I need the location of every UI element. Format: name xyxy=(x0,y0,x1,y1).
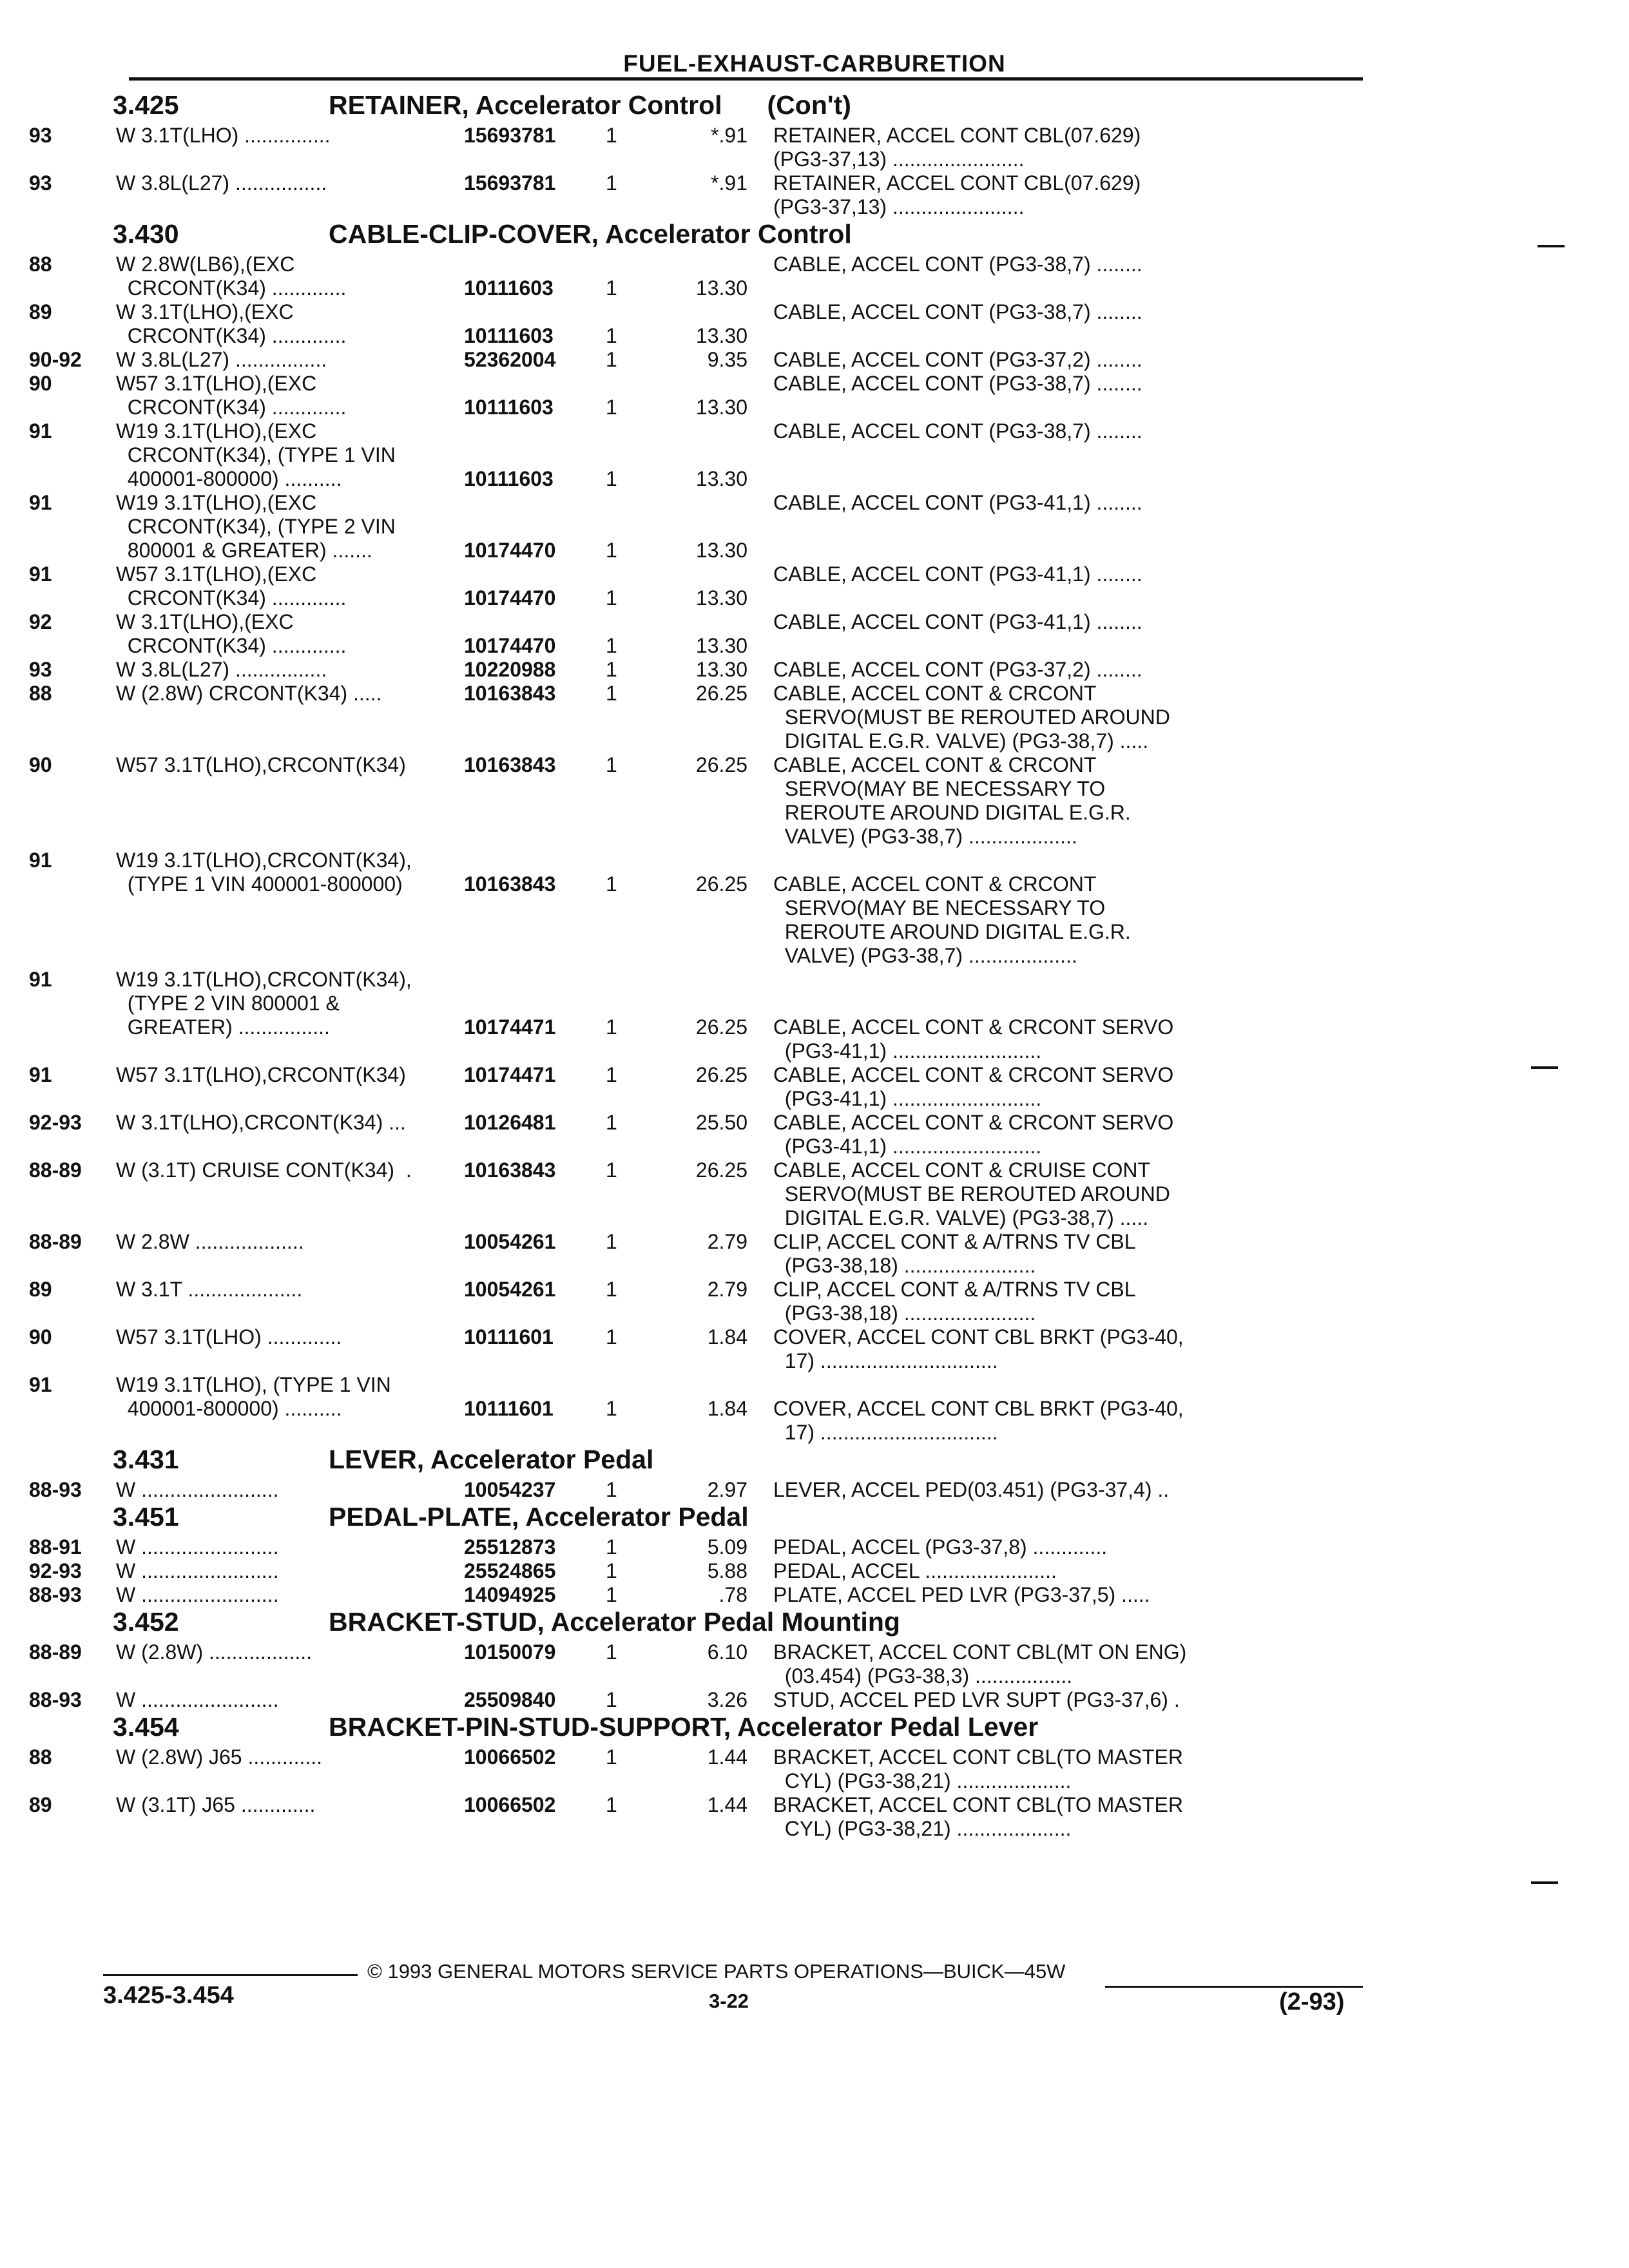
part-number: 25524865 xyxy=(464,1559,556,1582)
part-number: 25512873 xyxy=(464,1535,556,1559)
model-years: 91 xyxy=(29,849,52,872)
part-number: 10174471 xyxy=(464,1015,556,1039)
price: 13.30 xyxy=(695,539,747,562)
price: 26.25 xyxy=(695,1015,747,1039)
model-years: 88-89 xyxy=(29,1158,82,1182)
quantity: 1 xyxy=(606,467,617,490)
part-row xyxy=(0,1559,1514,1583)
application: W ........................ xyxy=(116,1478,279,1501)
section-number: 3.452 xyxy=(113,1607,179,1637)
model-years: 88-93 xyxy=(29,1583,82,1606)
quantity: 1 xyxy=(606,1111,617,1134)
model-years: 90 xyxy=(29,1325,52,1349)
part-number: 10163843 xyxy=(464,872,556,896)
price: 13.30 xyxy=(695,634,747,657)
part-name: CABLE, ACCEL CONT (PG3-41,1) ........ xyxy=(773,491,1142,514)
part-row xyxy=(0,610,1514,658)
price: 25.50 xyxy=(695,1111,747,1134)
part-number: 10111603 xyxy=(464,467,554,490)
application: W 2.8W(LB6),(EXC CRCONT(K34) ............. xyxy=(116,253,347,300)
application: W ........................ xyxy=(116,1559,279,1582)
part-row xyxy=(0,348,1514,372)
section-heading xyxy=(0,1607,1514,1640)
part-number: 10163843 xyxy=(464,682,556,705)
section-number: 3.425 xyxy=(113,90,179,120)
part-row xyxy=(0,753,1514,849)
model-years: 91 xyxy=(29,419,52,443)
application: W57 3.1T(LHO),CRCONT(K34) xyxy=(116,1063,406,1086)
part-row xyxy=(0,1325,1514,1373)
application: W (3.1T) J65 ............. xyxy=(116,1793,316,1816)
model-years: 88 xyxy=(29,253,52,276)
part-name: CLIP, ACCEL CONT & A/TRNS TV CBL (PG3-38,18) ....................... xyxy=(773,1278,1136,1325)
part-row xyxy=(0,849,1514,968)
part-name: CLIP, ACCEL CONT & A/TRNS TV CBL (PG3-38,18) ....................... xyxy=(773,1230,1136,1277)
price: 1.44 xyxy=(707,1745,747,1769)
price: 26.25 xyxy=(695,753,747,776)
quantity: 1 xyxy=(606,1793,617,1816)
part-name: CABLE, ACCEL CONT (PG3-38,7) ........ xyxy=(773,419,1142,443)
price: 1.44 xyxy=(707,1793,747,1816)
model-years: 91 xyxy=(29,491,52,514)
part-name: LEVER, ACCEL PED(03.451) (PG3-37,4) .. xyxy=(773,1478,1170,1501)
part-name: RETAINER, ACCEL CONT CBL(07.629) (PG3-37,13) ....................... xyxy=(773,171,1141,218)
model-years: 92-93 xyxy=(29,1559,82,1582)
parts-list xyxy=(29,90,1514,1841)
price: 2.79 xyxy=(707,1278,747,1301)
section-heading xyxy=(0,1502,1514,1535)
part-name: CABLE, ACCEL CONT (PG3-38,7) ........ xyxy=(773,372,1142,395)
model-years: 90-92 xyxy=(29,348,82,371)
price: 2.79 xyxy=(707,1230,747,1253)
part-name: CABLE, ACCEL CONT (PG3-38,7) ........ xyxy=(773,253,1142,276)
quantity: 1 xyxy=(606,1583,617,1606)
quantity: 1 xyxy=(606,1478,617,1501)
model-years: 88-93 xyxy=(29,1688,82,1711)
part-row xyxy=(0,1063,1514,1111)
price: 6.10 xyxy=(707,1640,747,1664)
quantity: 1 xyxy=(606,1063,617,1086)
price: *.91 xyxy=(711,171,747,195)
part-name: CABLE, ACCEL CONT & CRCONT SERVO (PG3-41,1) .......................... xyxy=(773,1015,1174,1062)
part-row xyxy=(0,658,1514,682)
part-name: CABLE, ACCEL CONT & CRCONT SERVO(MAY BE NECESSARY TO REROUTE AROUND DIGITAL E.G.R. VALVE) (PG3-38,7) ................... xyxy=(773,872,1131,967)
part-number: 15693781 xyxy=(464,124,556,147)
quantity: 1 xyxy=(606,396,617,419)
header-rule xyxy=(129,77,1363,81)
part-number: 52362004 xyxy=(464,348,556,371)
part-row xyxy=(0,968,1514,1063)
price: 13.30 xyxy=(695,467,747,490)
application: W 3.8L(L27) ................ xyxy=(116,171,327,195)
price: 26.25 xyxy=(695,1063,747,1086)
section-heading xyxy=(0,1445,1514,1478)
price: 26.25 xyxy=(695,1158,747,1182)
part-name: COVER, ACCEL CONT CBL BRKT (PG3-40, 17) ............................... xyxy=(773,1325,1184,1372)
price: *.91 xyxy=(711,124,747,147)
part-name: CABLE, ACCEL CONT & CRCONT SERVO (PG3-41,1) .......................... xyxy=(773,1063,1174,1110)
quantity: 1 xyxy=(606,1278,617,1301)
price: 26.25 xyxy=(695,682,747,705)
model-years: 93 xyxy=(29,171,52,195)
part-number: 10163843 xyxy=(464,1158,556,1182)
part-name: PLATE, ACCEL PED LVR (PG3-37,5) ..... xyxy=(773,1583,1150,1606)
footer-rule-left xyxy=(103,1974,358,1976)
part-row xyxy=(0,682,1514,753)
application: W ........................ xyxy=(116,1535,279,1559)
price: 3.26 xyxy=(707,1688,747,1711)
part-name: COVER, ACCEL CONT CBL BRKT (PG3-40, 17) ............................... xyxy=(773,1397,1184,1444)
part-name: CABLE, ACCEL CONT & CRCONT SERVO(MUST BE REROUTED AROUND DIGITAL E.G.R. VALVE) (PG3-38,7) ..... xyxy=(773,682,1170,753)
application: W 3.1T(LHO),CRCONT(K34) ... xyxy=(116,1111,406,1134)
application: W57 3.1T(LHO),(EXC CRCONT(K34) ............. xyxy=(116,562,347,610)
application: W 2.8W ................... xyxy=(116,1230,304,1253)
model-years: 88 xyxy=(29,682,52,705)
price: 1.84 xyxy=(707,1325,747,1349)
price: 9.35 xyxy=(707,348,747,371)
section-number: 3.430 xyxy=(113,219,179,249)
part-row xyxy=(0,1111,1514,1158)
price: 13.30 xyxy=(695,324,747,347)
model-years: 89 xyxy=(29,1278,52,1301)
quantity: 1 xyxy=(606,348,617,371)
part-name: CABLE, ACCEL CONT (PG3-37,2) ........ xyxy=(773,658,1142,681)
model-years: 88 xyxy=(29,1745,52,1769)
section-title: LEVER, Accelerator Pedal xyxy=(329,1445,654,1474)
quantity: 1 xyxy=(606,682,617,705)
quantity: 1 xyxy=(606,634,617,657)
part-name: CABLE, ACCEL CONT (PG3-41,1) ........ xyxy=(773,610,1142,633)
model-years: 90 xyxy=(29,372,52,395)
section-heading xyxy=(0,219,1514,253)
page-title: FUEL-EXHAUST-CARBURETION xyxy=(623,50,1006,77)
model-years: 92-93 xyxy=(29,1111,82,1134)
part-number: 10111603 xyxy=(464,324,554,347)
price: 5.09 xyxy=(707,1535,747,1559)
application: W ........................ xyxy=(116,1583,279,1606)
price: 13.30 xyxy=(695,586,747,610)
margin-mark xyxy=(1537,245,1565,247)
application: W19 3.1T(LHO),(EXC CRCONT(K34), (TYPE 1 VIN 400001-800000) .......... xyxy=(116,419,396,490)
part-row xyxy=(0,419,1514,491)
part-number: 10220988 xyxy=(464,658,556,681)
model-years: 88-91 xyxy=(29,1535,82,1559)
part-number: 14094925 xyxy=(464,1583,556,1606)
model-years: 89 xyxy=(29,300,52,323)
quantity: 1 xyxy=(606,539,617,562)
part-name: CABLE, ACCEL CONT (PG3-41,1) ........ xyxy=(773,562,1142,586)
quantity: 1 xyxy=(606,324,617,347)
part-number: 25509840 xyxy=(464,1688,556,1711)
section-title: PEDAL-PLATE, Accelerator Pedal xyxy=(329,1502,749,1532)
quantity: 1 xyxy=(606,586,617,610)
part-row xyxy=(0,562,1514,610)
part-name: CABLE, ACCEL CONT & CRCONT SERVO (PG3-41,1) .......................... xyxy=(773,1111,1174,1158)
part-name: CABLE, ACCEL CONT & CRUISE CONT SERVO(MUST BE REROUTED AROUND DIGITAL E.G.R. VALVE) (PG3-38,7) ..... xyxy=(773,1158,1170,1229)
application: W ........................ xyxy=(116,1688,279,1711)
part-number: 10111601 xyxy=(464,1325,554,1349)
price: 13.30 xyxy=(695,658,747,681)
quantity: 1 xyxy=(606,1397,617,1420)
part-row xyxy=(0,1158,1514,1230)
part-number: 10054237 xyxy=(464,1478,556,1501)
part-number: 10111601 xyxy=(464,1397,554,1420)
price: 13.30 xyxy=(695,396,747,419)
model-years: 90 xyxy=(29,753,52,776)
margin-mark xyxy=(1531,1066,1558,1069)
model-years: 91 xyxy=(29,1063,52,1086)
part-name: CABLE, ACCEL CONT (PG3-38,7) ........ xyxy=(773,300,1142,323)
model-years: 93 xyxy=(29,124,52,147)
part-number: 10054261 xyxy=(464,1278,556,1301)
quantity: 1 xyxy=(606,872,617,896)
model-years: 89 xyxy=(29,1793,52,1816)
part-name: CABLE, ACCEL CONT (PG3-37,2) ........ xyxy=(773,348,1142,371)
quantity: 1 xyxy=(606,658,617,681)
model-years: 88-89 xyxy=(29,1640,82,1664)
price: 5.88 xyxy=(707,1559,747,1582)
price: .78 xyxy=(718,1583,747,1606)
part-row xyxy=(0,300,1514,348)
section-heading xyxy=(0,1712,1514,1745)
price: 13.30 xyxy=(695,276,747,300)
part-number: 10126481 xyxy=(464,1111,556,1134)
quantity: 1 xyxy=(606,1535,617,1559)
part-number: 10066502 xyxy=(464,1793,556,1816)
model-years: 91 xyxy=(29,968,52,991)
part-name: PEDAL, ACCEL (PG3-37,8) ............. xyxy=(773,1535,1108,1559)
quantity: 1 xyxy=(606,1158,617,1182)
footer-rule-right xyxy=(1105,1986,1363,1988)
application: W19 3.1T(LHO),CRCONT(K34), (TYPE 2 VIN 800001 & GREATER) ................ xyxy=(116,968,412,1039)
part-number: 10054261 xyxy=(464,1230,556,1253)
part-row xyxy=(0,1688,1514,1712)
application: W19 3.1T(LHO),CRCONT(K34), (TYPE 1 VIN 400001-800000) xyxy=(116,849,412,896)
quantity: 1 xyxy=(606,1688,617,1711)
price: 26.25 xyxy=(695,872,747,896)
price: 1.84 xyxy=(707,1397,747,1420)
quantity: 1 xyxy=(606,1745,617,1769)
part-row xyxy=(0,1278,1514,1325)
footer-date: (2-93) xyxy=(1279,1988,1345,2015)
application: W 3.1T(LHO),(EXC CRCONT(K34) ............. xyxy=(116,610,347,657)
part-number: 15693781 xyxy=(464,171,556,195)
part-name: STUD, ACCEL PED LVR SUPT (PG3-37,6) . xyxy=(773,1688,1180,1711)
application: W (2.8W) CRCONT(K34) ..... xyxy=(116,682,382,705)
section-title: BRACKET-STUD, Accelerator Pedal Mounting xyxy=(329,1607,900,1637)
quantity: 1 xyxy=(606,171,617,195)
quantity: 1 xyxy=(606,753,617,776)
price: 2.97 xyxy=(707,1478,747,1501)
part-row xyxy=(0,1478,1514,1502)
part-name: PEDAL, ACCEL ....................... xyxy=(773,1559,1057,1582)
part-number: 10111603 xyxy=(464,276,554,300)
section-title: BRACKET-PIN-STUD-SUPPORT, Accelerator Pedal Lever xyxy=(329,1712,1039,1742)
part-row xyxy=(0,1535,1514,1559)
part-number: 10066502 xyxy=(464,1745,556,1769)
application: W19 3.1T(LHO),(EXC CRCONT(K34), (TYPE 2 VIN 800001 & GREATER) ....... xyxy=(116,491,396,562)
part-row xyxy=(0,491,1514,562)
section-number: 3.454 xyxy=(113,1712,179,1742)
application: W 3.1T .................... xyxy=(116,1278,303,1301)
part-name: BRACKET, ACCEL CONT CBL(TO MASTER CYL) (PG3-38,21) .................... xyxy=(773,1745,1183,1792)
model-years: 88-89 xyxy=(29,1230,82,1253)
part-row xyxy=(0,124,1514,171)
application: W 3.1T(LHO),(EXC CRCONT(K34) ............. xyxy=(116,300,347,347)
model-years: 91 xyxy=(29,562,52,586)
application: W 3.8L(L27) ................ xyxy=(116,348,327,371)
part-row xyxy=(0,1373,1514,1445)
quantity: 1 xyxy=(606,1015,617,1039)
part-row xyxy=(0,1230,1514,1278)
application: W 3.1T(LHO) ............... xyxy=(116,124,331,147)
section-title: RETAINER, Accelerator Control xyxy=(329,90,722,120)
section-note: (Con't) xyxy=(767,90,851,120)
application: W (2.8W) .................. xyxy=(116,1640,313,1664)
part-row xyxy=(0,1793,1514,1841)
part-number: 10163843 xyxy=(464,753,556,776)
application: W 3.8L(L27) ................ xyxy=(116,658,327,681)
application: W19 3.1T(LHO), (TYPE 1 VIN 400001-800000) .......... xyxy=(116,1373,391,1420)
section-title: CABLE-CLIP-COVER, Accelerator Control xyxy=(329,219,852,249)
part-row xyxy=(0,1640,1514,1688)
footer-copyright: © 1993 GENERAL MOTORS SERVICE PARTS OPERATIONS—BUICK—45W xyxy=(367,1960,1066,1983)
section-number: 3.451 xyxy=(113,1502,179,1532)
part-row xyxy=(0,253,1514,300)
margin-mark xyxy=(1531,1881,1558,1884)
model-years: 92 xyxy=(29,610,52,633)
model-years: 88-93 xyxy=(29,1478,82,1501)
part-row xyxy=(0,372,1514,419)
footer-range: 3.425-3.454 xyxy=(103,1982,234,2009)
part-row xyxy=(0,171,1514,219)
footer-page-number: 3-22 xyxy=(709,1990,749,2012)
part-number: 10174470 xyxy=(464,539,556,562)
quantity: 1 xyxy=(606,1230,617,1253)
part-number: 10150079 xyxy=(464,1640,556,1664)
part-name: RETAINER, ACCEL CONT CBL(07.629) (PG3-37,13) ....................... xyxy=(773,124,1141,171)
part-name: BRACKET, ACCEL CONT CBL(MT ON ENG) (03.454) (PG3-38,3) ................. xyxy=(773,1640,1187,1687)
part-name: CABLE, ACCEL CONT & CRCONT SERVO(MAY BE NECESSARY TO REROUTE AROUND DIGITAL E.G.R. VALVE) (PG3-38,7) ................... xyxy=(773,753,1131,848)
model-years: 91 xyxy=(29,1373,52,1396)
quantity: 1 xyxy=(606,1640,617,1664)
part-name: BRACKET, ACCEL CONT CBL(TO MASTER CYL) (PG3-38,21) .................... xyxy=(773,1793,1183,1840)
model-years: 93 xyxy=(29,658,52,681)
application: W (2.8W) J65 ............. xyxy=(116,1745,323,1769)
part-number: 10174471 xyxy=(464,1063,556,1086)
section-number: 3.431 xyxy=(113,1445,179,1474)
part-number: 10111603 xyxy=(464,396,554,419)
application: W (3.1T) CRUISE CONT(K34) . xyxy=(116,1158,412,1182)
part-row xyxy=(0,1745,1514,1793)
part-row xyxy=(0,1583,1514,1607)
quantity: 1 xyxy=(606,1325,617,1349)
quantity: 1 xyxy=(606,276,617,300)
application: W57 3.1T(LHO) ............. xyxy=(116,1325,342,1349)
quantity: 1 xyxy=(606,124,617,147)
application: W57 3.1T(LHO),(EXC CRCONT(K34) ............. xyxy=(116,372,347,419)
section-heading xyxy=(0,90,1514,124)
quantity: 1 xyxy=(606,1559,617,1582)
application: W57 3.1T(LHO),CRCONT(K34) xyxy=(116,753,406,776)
part-number: 10174470 xyxy=(464,634,556,657)
part-number: 10174470 xyxy=(464,586,556,610)
